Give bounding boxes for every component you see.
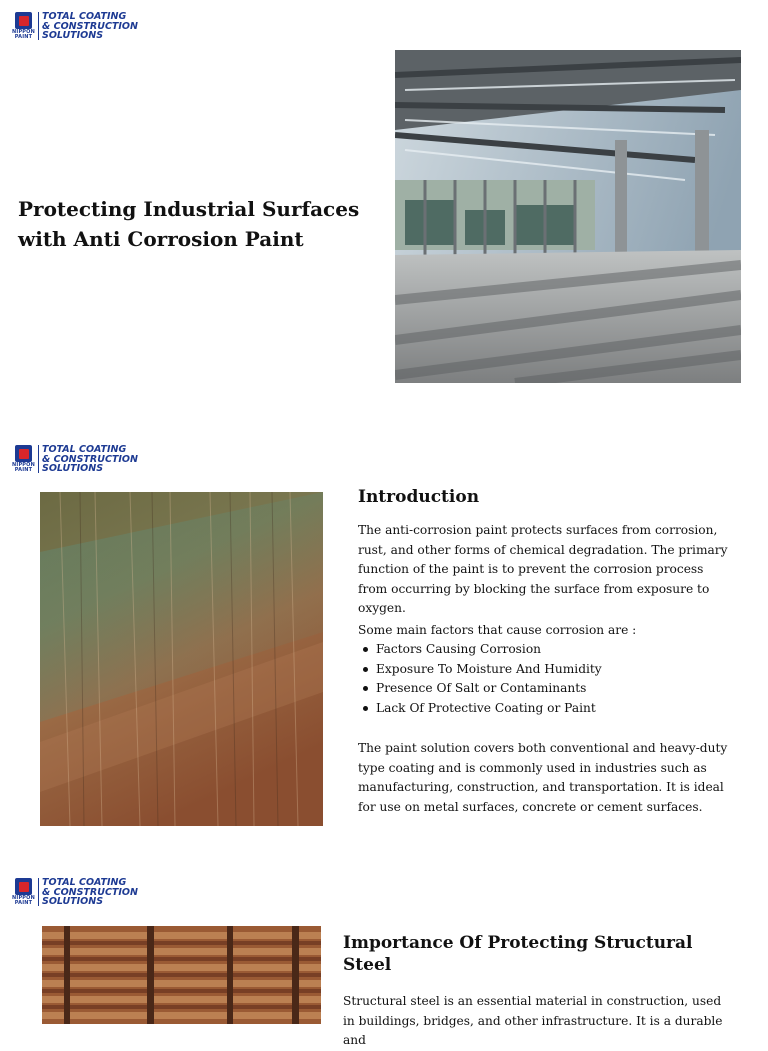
company-logo — [13, 445, 138, 474]
importance-paragraph: Structural steel is an essential material in construction, used in buildings, bridges, and other infrastructure. It is a durable and — [343, 994, 723, 1048]
paint-solution-paragraph: The paint solution covers both conventional and heavy-duty type coating and is commonly used in industries such as manufacturing, construction, and transportation. It is ideal for use on metal surfaces, concrete or cement surfaces. — [358, 741, 728, 814]
list-item: Lack Of Protective Coating or Paint — [358, 699, 733, 719]
company-logo — [13, 12, 138, 41]
list-item: Factors Causing Corrosion — [358, 640, 733, 660]
nippon-paint-mark — [13, 878, 34, 906]
brand-name: NIPPON PAINT — [12, 462, 36, 473]
nippon-paint-mark — [13, 12, 34, 40]
list-item: Presence Of Salt or Contaminants — [358, 679, 733, 699]
importance-heading: Importance Of Protecting Structural Steel — [343, 933, 693, 975]
list-item: Exposure To Moisture And Humidity — [358, 660, 733, 680]
glass-roof-walkway-photo — [395, 50, 741, 383]
logo-tagline: TOTAL COATING & CONSTRUCTION SOLUTIONS — [42, 11, 138, 42]
introduction-heading: Introduction — [358, 487, 480, 507]
logo-tagline: TOTAL COATING & CONSTRUCTION SOLUTIONS — [42, 444, 138, 475]
rusted-corrugated-steel-photo — [42, 926, 321, 1024]
logo-tagline: TOTAL COATING & CONSTRUCTION SOLUTIONS — [42, 877, 138, 908]
document-title: Protecting Industrial Surfaces with Anti Corrosion Paint — [18, 197, 360, 251]
brand-name: NIPPON PAINT — [12, 895, 36, 906]
factors-lead: Some main factors that cause corrosion are : — [358, 623, 637, 637]
brand-name: NIPPON PAINT — [12, 29, 36, 40]
company-logo — [13, 878, 138, 907]
nippon-paint-mark — [13, 445, 34, 473]
intro-paragraph: The anti-corrosion paint protects surfaces from corrosion, rust, and other forms of chemical degradation. The primary function of the paint is to prevent the corrosion process from occurring by blocking the surface from exposure to oxygen. — [358, 523, 728, 616]
corrosion-factors-list — [358, 640, 733, 718]
corroded-metal-texture-photo — [40, 492, 323, 826]
